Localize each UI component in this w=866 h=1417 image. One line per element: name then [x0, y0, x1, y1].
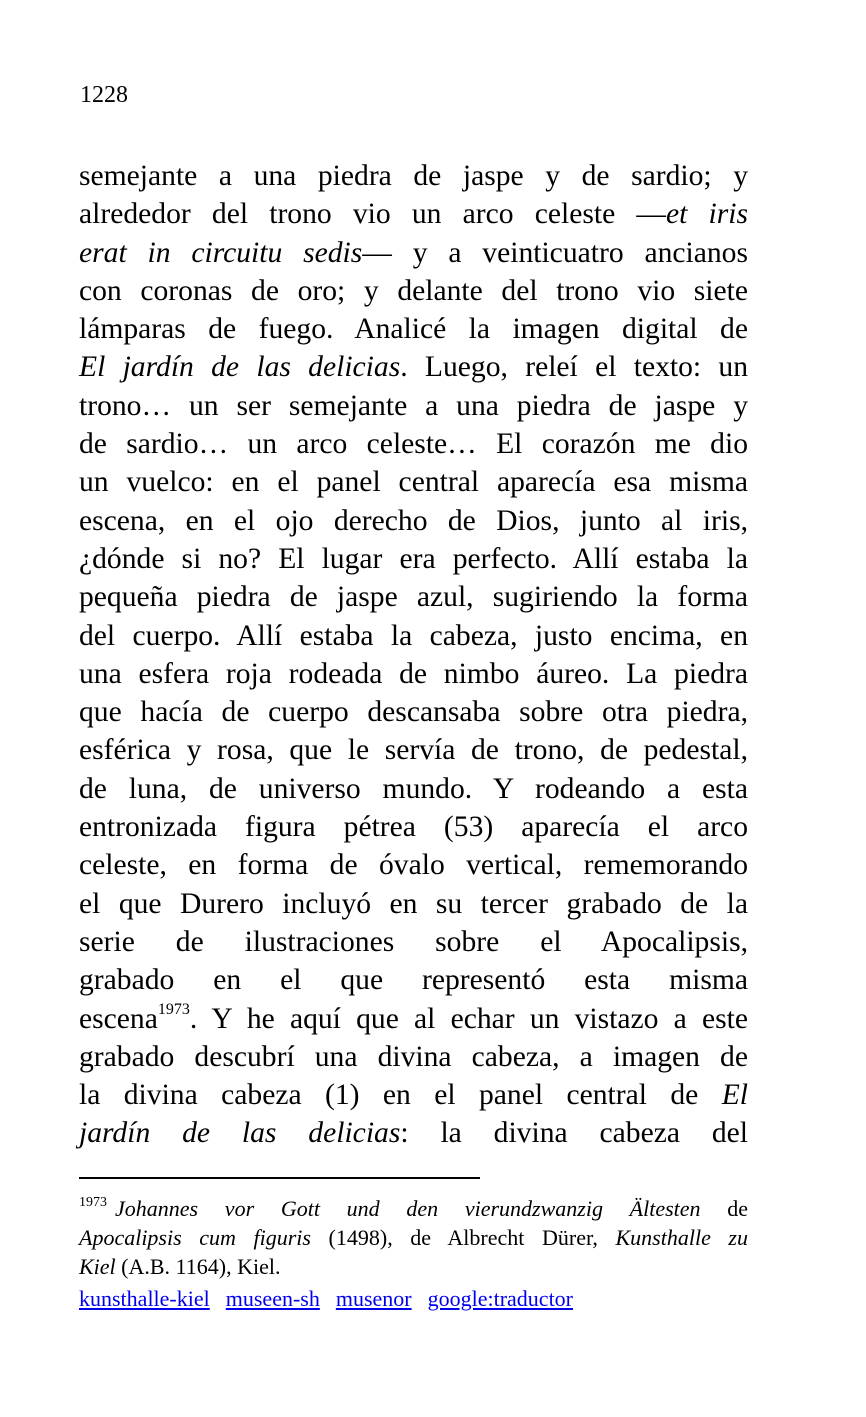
link-google-traductor[interactable]: google:traductor — [427, 1286, 574, 1311]
text-run: alrededor del trono vio un arco celeste — — [79, 198, 666, 231]
text-run: pequeña piedra de jaspe azul, sugiriendo la forma — [79, 581, 748, 614]
text-run: de sardio… un arco celeste… El corazón me dio — [79, 428, 748, 461]
body-text — [79, 157, 748, 1153]
footnote-divider — [79, 1177, 480, 1179]
text-run: grabado descubrí una divina cabeza, a imagen de — [79, 1040, 748, 1073]
italic-text: Kunsthalle zu — [615, 1225, 748, 1250]
text-line — [79, 923, 748, 961]
italic-text: El jardín de las delicias — [79, 351, 401, 384]
text-run: entronizada figura pétrea (53) aparecía el arco — [79, 811, 748, 844]
italic-text: Kiel — [79, 1254, 116, 1279]
text-line — [79, 387, 748, 425]
text-run: del cuerpo. Allí estaba la cabeza, justo encima, en — [79, 619, 748, 652]
text-line — [79, 195, 748, 233]
text-line — [79, 310, 748, 348]
text-run: grabado en el que representó esta misma — [79, 964, 748, 997]
text-run: (1498), de Albrecht Dürer, — [310, 1225, 616, 1250]
italic-text: et iris — [665, 198, 748, 231]
text-run: serie de ilustraciones sobre el Apocalipsis, — [79, 925, 748, 958]
text-line — [79, 425, 748, 463]
page-number: 1228 — [80, 82, 128, 108]
text-run: una esfera roja rodeada de nimbo áureo. La piedra — [79, 657, 748, 690]
italic-text: jardín de las delicias — [79, 1117, 401, 1150]
link-museen-sh[interactable]: museen-sh — [225, 1286, 320, 1311]
text-run: con coronas de oro; y delante del trono vio siete — [79, 274, 748, 307]
text-run: : la divina cabeza del — [400, 1117, 748, 1150]
text-run: . Y he aquí que al echar un vistazo a este — [189, 1002, 748, 1035]
text-line — [79, 770, 748, 808]
link-musenor[interactable]: musenor — [335, 1286, 412, 1311]
text-run: escena — [79, 1002, 158, 1035]
footnote-line — [79, 1252, 748, 1281]
text-line — [79, 808, 748, 846]
italic-text: El — [721, 1079, 748, 1112]
text-line — [79, 693, 748, 731]
text-line — [79, 157, 748, 195]
text-run: — y a veinticuatro ancianos — [362, 236, 748, 269]
text-line — [79, 846, 748, 884]
text-run: lámparas de fuego. Analicé la imagen digital de — [79, 313, 748, 346]
text-line — [79, 885, 748, 923]
text-line — [79, 731, 748, 769]
text-line — [79, 1038, 748, 1076]
footnote-line — [79, 1223, 748, 1252]
text-line — [79, 655, 748, 693]
footnote-line — [79, 1194, 748, 1223]
text-line — [79, 1114, 748, 1152]
text-run: un vuelco: en el panel central aparecía esa misma — [79, 466, 748, 499]
text-run: de — [700, 1196, 749, 1221]
link-kunsthalle-kiel[interactable]: kunsthalle-kiel — [79, 1286, 210, 1311]
text-run: celeste, en forma de óvalo vertical, rememorando — [79, 849, 748, 882]
footnote-number: 1973 — [79, 1194, 107, 1210]
text-line — [79, 463, 748, 501]
text-run: . Luego, releí el texto: un — [400, 351, 748, 384]
text-run: trono… un ser semejante a una piedra de jaspe y — [79, 389, 748, 422]
italic-text: Johannes vor Gott und den vierundzwanzig Ältesten — [115, 1196, 701, 1221]
text-line — [79, 272, 748, 310]
text-line — [79, 234, 748, 272]
text-run: la divina cabeza (1) en el panel central de — [79, 1079, 722, 1112]
text-run: ¿dónde si no? El lugar era perfecto. Allí estaba la — [79, 542, 748, 575]
italic-text: erat in circuitu sedis — [79, 236, 363, 269]
text-run: de luna, de universo mundo. Y rodeando a esta — [79, 772, 748, 805]
text-run: (A.B. 1164), Kiel. — [115, 1254, 281, 1279]
text-run: esférica y rosa, que le servía de trono, de pedestal, — [79, 734, 748, 767]
text-run: el que Durero incluyó en su tercer grabado de la — [79, 887, 748, 920]
footnote — [79, 1194, 748, 1281]
footnote-links — [79, 1285, 589, 1313]
text-run: semejante a una piedra de jaspe y de sardio; y — [79, 160, 748, 192]
text-line — [79, 348, 748, 386]
italic-text: Apocalipsis cum figuris — [79, 1225, 311, 1250]
text-line — [79, 1000, 748, 1038]
text-line — [79, 578, 748, 616]
text-line — [79, 961, 748, 999]
footnote-reference: 1973 — [157, 1000, 190, 1018]
text-line — [79, 617, 748, 655]
text-line — [79, 540, 748, 578]
text-line — [79, 502, 748, 540]
text-line — [79, 1076, 748, 1114]
text-run: que hacía de cuerpo descansaba sobre otra piedra, — [79, 696, 748, 729]
text-run: escena, en el ojo derecho de Dios, junto al iris, — [79, 504, 748, 537]
